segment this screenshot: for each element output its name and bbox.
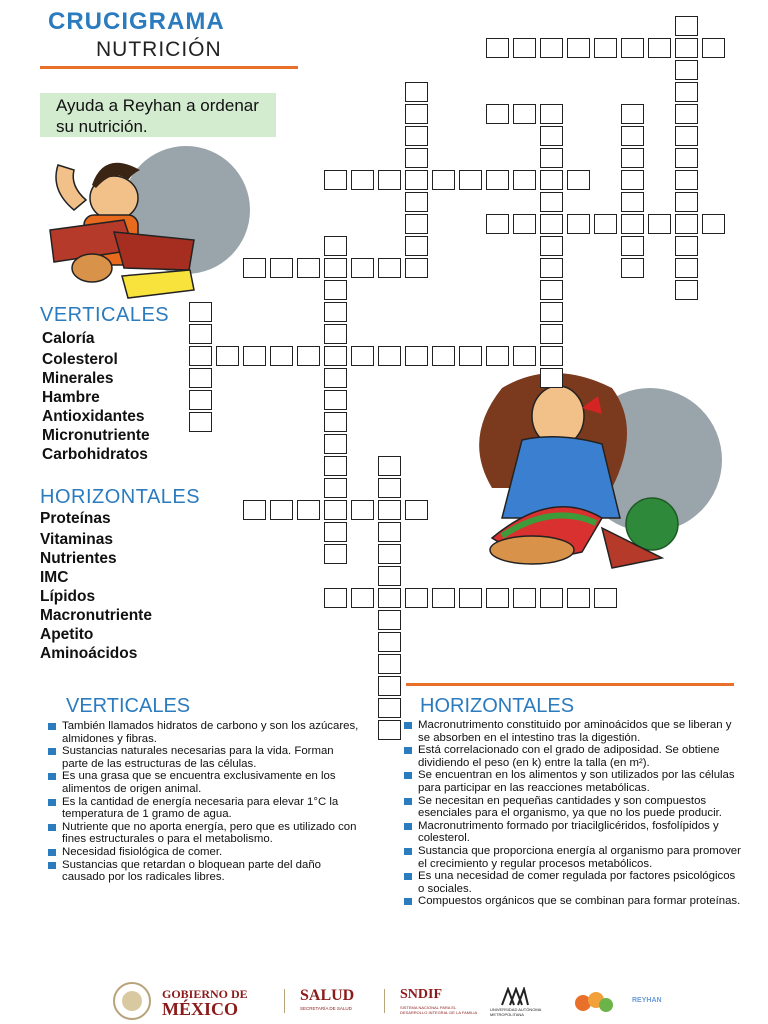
clue-horizontal-item: Está correlacionado con el grado de adiposidad. Se obtiene dividiendo el peso (en k) entre la talla (en m²). — [404, 744, 742, 769]
crossword-cell[interactable] — [324, 456, 347, 476]
clue-vertical-item: Es la cantidad de energía necesaria para elevar 1°C la temperatura de 1 gramo de agua. — [48, 796, 360, 821]
crossword-cell[interactable] — [675, 170, 698, 190]
word-carbohidratos: Carbohidratos — [42, 446, 148, 463]
crossword-cell[interactable] — [351, 500, 374, 520]
crossword-cell[interactable] — [378, 632, 401, 652]
crossword-cell[interactable] — [486, 104, 509, 124]
word-imc: IMC — [40, 569, 69, 586]
clues-verticales-title: VERTICALES — [66, 695, 191, 717]
crossword-cell[interactable] — [189, 346, 212, 366]
crossword-cell[interactable] — [324, 280, 347, 300]
crossword-cell[interactable] — [648, 38, 671, 58]
crossword-cell[interactable] — [675, 60, 698, 80]
crossword-cell[interactable] — [459, 346, 482, 366]
crossword-cell[interactable] — [324, 390, 347, 410]
crossword-cell[interactable] — [675, 16, 698, 36]
crossword-cell[interactable] — [405, 258, 428, 278]
crossword-cell[interactable] — [405, 500, 428, 520]
uam-logo-icon — [500, 987, 530, 1007]
crossword-cell[interactable] — [702, 214, 725, 234]
crossword-cell[interactable] — [567, 588, 590, 608]
crossword-cell[interactable] — [351, 588, 374, 608]
crossword-cell[interactable] — [540, 346, 563, 366]
crossword-cell[interactable] — [378, 522, 401, 542]
crossword-cell[interactable] — [621, 126, 644, 146]
crossword-cell[interactable] — [540, 324, 563, 344]
crossword-cell[interactable] — [378, 478, 401, 498]
crossword-cell[interactable] — [567, 214, 590, 234]
crossword-cell[interactable] — [324, 170, 347, 190]
clue-horizontal-item: Macronutrimento constituido por aminoácidos que se liberan y se absorben en el intestino tras la digestión. — [404, 719, 742, 744]
crossword-cell[interactable] — [324, 478, 347, 498]
footer-divider — [384, 989, 385, 1013]
crossword-cell[interactable] — [378, 500, 401, 520]
crossword-cell[interactable] — [648, 214, 671, 234]
crossword-cell[interactable] — [540, 280, 563, 300]
crossword-cell[interactable] — [405, 126, 428, 146]
crossword-cell[interactable] — [486, 346, 509, 366]
word-bank-verticales-title: VERTICALES — [40, 304, 170, 326]
word-vitaminas: Vitaminas — [40, 531, 113, 548]
crossword-cell[interactable] — [189, 302, 212, 322]
crossword-cell[interactable] — [513, 346, 536, 366]
crossword-cell[interactable] — [513, 588, 536, 608]
crossword-cell[interactable] — [432, 588, 455, 608]
crossword-cell[interactable] — [324, 500, 347, 520]
word-bank-horizontales-title: HORIZONTALES — [40, 486, 201, 508]
clue-horizontal-item: Se encuentran en los alimentos y son utilizados por las células para participar en las reacciones metabólicas. — [404, 769, 742, 794]
reyhan-label: REYHAN — [632, 997, 662, 1004]
title-divider — [40, 66, 298, 69]
crossword-cell[interactable] — [540, 192, 563, 212]
crossword-cell[interactable] — [324, 368, 347, 388]
crossword-cell[interactable] — [675, 258, 698, 278]
crossword-cell[interactable] — [351, 258, 374, 278]
crossword-cell[interactable] — [486, 588, 509, 608]
crossword-cell[interactable] — [540, 126, 563, 146]
crossword-cell[interactable] — [675, 280, 698, 300]
crossword-cell[interactable] — [621, 258, 644, 278]
word-colesterol: Colesterol — [42, 351, 118, 368]
reyhan-logo-icon — [574, 989, 614, 1015]
crossword-cell[interactable] — [189, 324, 212, 344]
crossword-cell[interactable] — [594, 38, 617, 58]
crossword-cell[interactable] — [405, 346, 428, 366]
word-bank-horizontales — [40, 509, 152, 663]
crossword-cell[interactable] — [324, 412, 347, 432]
word-minerales: Minerales — [42, 370, 114, 387]
mexico-seal-icon — [108, 981, 156, 1021]
crossword-cell[interactable] — [405, 588, 428, 608]
crossword-cell[interactable] — [324, 434, 347, 454]
uam-label: UNIVERSIDAD AUTÓNOMA METROPOLITANA — [490, 1007, 542, 1017]
crossword-cell[interactable] — [324, 324, 347, 344]
crossword-cell[interactable] — [459, 588, 482, 608]
crossword-cell[interactable] — [675, 38, 698, 58]
sndif-label: SNDIF — [400, 987, 443, 1002]
sndif-sub: SISTEMA NACIONAL PARA EL DESARROLLO INTEGRAL DE LA FAMILIA — [400, 1005, 478, 1015]
boy-illustration — [44, 140, 256, 300]
crossword-cell[interactable] — [621, 214, 644, 234]
clue-horizontal-item: Macronutrimento formado por triacilglicéridos, fosfolípidos y colesterol. — [404, 820, 742, 845]
crossword-cell[interactable] — [324, 588, 347, 608]
crossword-cell[interactable] — [378, 720, 401, 740]
crossword-cell[interactable] — [567, 38, 590, 58]
gob-label: GOBIERNO DE — [162, 987, 248, 1001]
word-macronutriente: Macronutriente — [40, 607, 152, 624]
crossword-cell[interactable] — [594, 214, 617, 234]
word-hambre: Hambre — [42, 389, 100, 406]
crossword-cell[interactable] — [540, 104, 563, 124]
crossword-cell[interactable] — [513, 38, 536, 58]
crossword-cell[interactable] — [378, 258, 401, 278]
crossword-cell[interactable] — [243, 258, 266, 278]
clue-vertical-item: Nutriente que no aporta energía, pero que es utilizado con fines estructurales o para el metabolismo. — [48, 821, 360, 846]
clues-verticales-list — [48, 720, 360, 884]
crossword-cell[interactable] — [243, 346, 266, 366]
crossword-cell[interactable] — [216, 346, 239, 366]
word-micronutriente: Micronutriente — [42, 427, 150, 444]
crossword-cell[interactable] — [297, 500, 320, 520]
crossword-cell[interactable] — [675, 82, 698, 102]
salud-sub: SECRETARÍA DE SALUD — [300, 1006, 352, 1011]
crossword-cell[interactable] — [270, 258, 293, 278]
intro-box: Ayuda a Reyhan a ordenar su nutrición. — [40, 93, 276, 137]
crossword-cell[interactable] — [486, 170, 509, 190]
crossword-cell[interactable] — [459, 170, 482, 190]
crossword-cell[interactable] — [378, 170, 401, 190]
crossword-cell[interactable] — [621, 170, 644, 190]
crossword-cell[interactable] — [540, 214, 563, 234]
footer-logos — [0, 975, 768, 1024]
crossword-cell[interactable] — [540, 38, 563, 58]
crossword-cell[interactable] — [378, 610, 401, 630]
crossword-cell[interactable] — [675, 148, 698, 168]
crossword-cell[interactable] — [432, 170, 455, 190]
crossword-cell[interactable] — [621, 104, 644, 124]
clues-horizontales-list — [404, 719, 742, 908]
crossword-cell[interactable] — [297, 258, 320, 278]
crossword-cell[interactable] — [540, 302, 563, 322]
crossword-cell[interactable] — [540, 258, 563, 278]
crossword-cell[interactable] — [243, 500, 266, 520]
clue-horizontal-item: Es una necesidad de comer regulada por factores psicológicos o sociales. — [404, 870, 742, 895]
word-caloria: Caloría — [42, 330, 95, 347]
word-apetito: Apetito — [40, 626, 94, 643]
crossword-cell[interactable] — [378, 676, 401, 696]
footer-divider — [284, 989, 285, 1013]
crossword-cell[interactable] — [351, 170, 374, 190]
crossword-cell[interactable] — [405, 148, 428, 168]
word-proteinas: Proteínas — [40, 510, 111, 527]
page-subtitle: NUTRICIÓN — [96, 38, 222, 61]
crossword-cell[interactable] — [621, 192, 644, 212]
crossword-cell[interactable] — [270, 500, 293, 520]
crossword-cell[interactable] — [486, 38, 509, 58]
crossword-cell[interactable] — [675, 104, 698, 124]
crossword-cell[interactable] — [675, 192, 698, 212]
crossword-cell[interactable] — [486, 214, 509, 234]
mexico-label: MÉXICO — [162, 999, 238, 1019]
crossword-cell[interactable] — [513, 170, 536, 190]
crossword-cell[interactable] — [405, 192, 428, 212]
crossword-cell[interactable] — [540, 148, 563, 168]
crossword-cell[interactable] — [189, 390, 212, 410]
crossword-cell[interactable] — [270, 346, 293, 366]
word-lipidos: Lípidos — [40, 588, 96, 605]
crossword-cell[interactable] — [378, 544, 401, 564]
crossword-cell[interactable] — [702, 38, 725, 58]
girl-illustration — [462, 368, 724, 574]
crossword-cell[interactable] — [594, 588, 617, 608]
crossword-cell[interactable] — [324, 522, 347, 542]
crossword-cell[interactable] — [621, 236, 644, 256]
crossword-cell[interactable] — [378, 698, 401, 718]
crossword-cell[interactable] — [540, 170, 563, 190]
clue-horizontal-item: Sustancia que proporciona energía al organismo para promover el crecimiento y regular procesos metabólicos. — [404, 845, 742, 870]
crossword-cell[interactable] — [189, 368, 212, 388]
crossword-cell[interactable] — [513, 104, 536, 124]
word-nutrientes: Nutrientes — [40, 550, 117, 567]
clue-vertical-item: Sustancias que retardan o bloquean parte del daño causado por los radicales libres. — [48, 859, 360, 884]
crossword-cell[interactable] — [351, 346, 374, 366]
crossword-cell[interactable] — [675, 126, 698, 146]
clue-vertical-item: También llamados hidratos de carbono y son los azúcares, almidones y fibras. — [48, 720, 360, 745]
crossword-cell[interactable] — [621, 148, 644, 168]
clue-horizontal-item: Compuestos orgánicos que se combinan para formar proteínas. — [404, 895, 742, 908]
crossword-cell[interactable] — [540, 368, 563, 388]
clue-horizontal-item: Se necesitan en pequeñas cantidades y son compuestos esenciales para el organismo, ya que no los puede producir. — [404, 795, 742, 820]
crossword-cell[interactable] — [378, 588, 401, 608]
crossword-cell[interactable] — [540, 236, 563, 256]
crossword-cell[interactable] — [405, 82, 428, 102]
salud-label: SALUD — [300, 987, 355, 1004]
word-bank-verticales — [42, 329, 150, 464]
crossword-cell[interactable] — [567, 170, 590, 190]
clues-divider — [406, 683, 734, 686]
crossword-cell[interactable] — [324, 544, 347, 564]
word-antioxidantes: Antioxidantes — [42, 408, 145, 425]
crossword-cell[interactable] — [378, 456, 401, 476]
crossword-cell[interactable] — [378, 566, 401, 586]
crossword-cell[interactable] — [297, 346, 320, 366]
crossword-cell[interactable] — [324, 302, 347, 322]
crossword-cell[interactable] — [513, 214, 536, 234]
crossword-cell[interactable] — [405, 214, 428, 234]
clue-vertical-item: Necesidad fisiológica de comer. — [48, 846, 360, 859]
crossword-cell[interactable] — [405, 236, 428, 256]
crossword-cell[interactable] — [324, 236, 347, 256]
crossword-cell[interactable] — [324, 346, 347, 366]
crossword-cell[interactable] — [675, 236, 698, 256]
clues-horizontales-title: HORIZONTALES — [420, 695, 575, 717]
crossword-cell[interactable] — [405, 170, 428, 190]
crossword-cell[interactable] — [378, 654, 401, 674]
crossword-cell[interactable] — [324, 258, 347, 278]
crossword-cell[interactable] — [378, 346, 401, 366]
clue-vertical-item: Sustancias naturales necesarias para la vida. Forman parte de las estructuras de las células. — [48, 745, 360, 770]
word-aminoacidos: Aminoácidos — [40, 645, 138, 662]
crossword-cell[interactable] — [432, 346, 455, 366]
clue-vertical-item: Es una grasa que se encuentra exclusivamente en los alimentos de origen animal. — [48, 770, 360, 795]
crossword-cell[interactable] — [189, 412, 212, 432]
crossword-cell[interactable] — [540, 588, 563, 608]
crossword-cell[interactable] — [621, 38, 644, 58]
page-title: CRUCIGRAMA — [48, 8, 225, 35]
crossword-cell[interactable] — [675, 214, 698, 234]
crossword-cell[interactable] — [405, 104, 428, 124]
